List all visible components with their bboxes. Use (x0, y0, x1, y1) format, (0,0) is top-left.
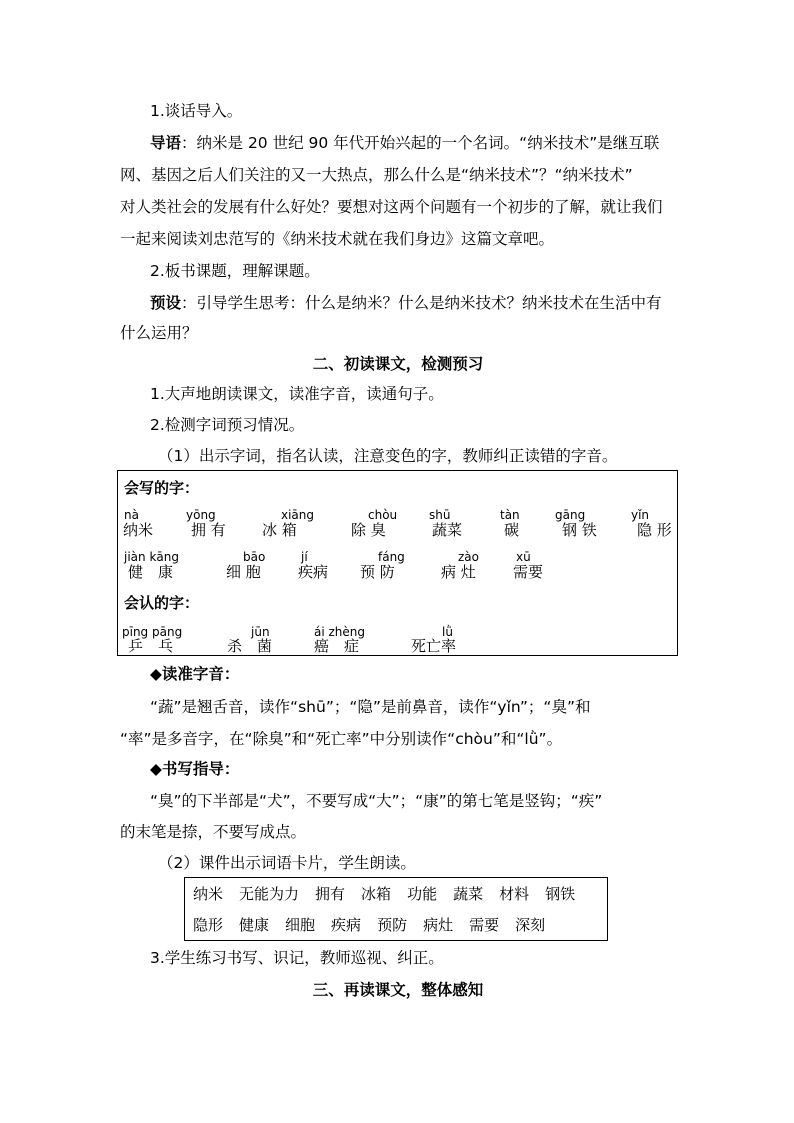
character-box (117, 470, 678, 656)
word-card-row-1 (193, 884, 591, 904)
card-word: 纳米 (193, 885, 224, 903)
word-yongyou: 拥 有 (191, 521, 226, 539)
write-chars-label: 会写的字： (124, 479, 200, 497)
pinyin-fang: fáng (378, 550, 405, 564)
daoyu-text-4: 一起来阅读刘忠范写的《纳米技术就在我们身边》这篇文章吧。 (120, 230, 555, 248)
pinyin-ji: jí (301, 550, 308, 564)
section-2-heading: 二、初读课文，检测预习 (312, 355, 484, 373)
pinyin-zao: zào (458, 550, 479, 564)
daoyu-paragraph-line-1 (150, 133, 659, 153)
pronunciation-text-1: “蔬”是翘舌音，读作“shū”；“隐”是前鼻音，读作“yǐn”；“臭”和 (150, 698, 591, 716)
pinyin-lv: lǜ (442, 625, 453, 639)
pinyin-xu: xū (516, 550, 531, 564)
word-tan: 碳 (504, 521, 520, 539)
yushe-label: 预设 (150, 294, 182, 312)
card-word: 病灶 (423, 916, 454, 934)
pronunciation-label: ◆读准字音： (150, 665, 240, 683)
intro-line-1: 1.谈话导入。 (150, 102, 243, 120)
cards-intro: （2）课件出示词语卡片，学生朗读。 (158, 854, 416, 872)
pinyin-bao: bāo (243, 550, 266, 564)
writing-text-2: 的末笔是捺，不要写成点。 (120, 823, 307, 841)
pronunciation-text-2: “率”是多音字，在“除臭”和“死亡率”中分别读作“chòu”和“lǜ”。 (120, 730, 563, 748)
card-word: 材料 (499, 885, 530, 903)
word-yinxing: 隐 形 (637, 521, 672, 539)
yushe-paragraph-line-1 (150, 293, 662, 313)
writing-text-1: “臭”的下半部是“犬”，不要写成“大”；“康”的第七笔是竖钩；“疾” (150, 792, 603, 810)
card-word: 功能 (407, 885, 438, 903)
word-shucai: 蔬菜 (432, 521, 463, 539)
intro-line-2: 2.板书课题，理解课题。 (150, 262, 320, 280)
word-pingpang: 乒 乓 (128, 637, 174, 655)
word-yufang: 预 防 (360, 563, 395, 581)
daoyu-text-3: 对人类社会的发展有什么好处？要想对这两个问题有一个初步的了解，就让我们 (120, 198, 663, 216)
card-word: 预防 (377, 916, 408, 934)
word-bingzao: 病 灶 (441, 563, 476, 581)
pinyin-chou: chòu (368, 508, 398, 522)
word-card-box (184, 877, 608, 941)
yushe-text-1: ：引导学生思考：什么是纳米？什么是纳米技术？纳米技术在生活中有 (181, 294, 662, 312)
pinyin-jun: jūn (251, 625, 270, 639)
pinyin-shu: shū (429, 508, 451, 522)
section-3-heading: 三、再读课文，整体感知 (312, 981, 484, 999)
word-siwanglv: 死亡率 (411, 637, 457, 655)
card-word: 无能为力 (239, 885, 300, 903)
pinyin-gang: gāng (555, 508, 586, 522)
section-2-p3: （1）出示字词，指名认读，注意变色的字，教师纠正读错的字音。 (158, 447, 618, 465)
word-card-row-2 (193, 915, 561, 935)
pinyin-jiankang: jiàn kāng (124, 550, 179, 564)
card-word: 冰箱 (361, 885, 392, 903)
card-word: 健康 (239, 916, 270, 934)
word-chuchou: 除 臭 (351, 521, 386, 539)
section-2-p1: 1.大声地朗读课文，读准字音，读通句子。 (150, 385, 444, 403)
section-2-p2: 2.检测字词预习情况。 (150, 416, 305, 434)
pinyin-pingpang: pīng pāng (122, 625, 183, 639)
card-word: 疾病 (331, 916, 362, 934)
pinyin-na: nà (124, 508, 139, 522)
word-jibing: 疾病 (298, 563, 329, 581)
card-word: 隐形 (193, 916, 224, 934)
word-xuyao: 需要 (513, 563, 544, 581)
card-word: 蔬菜 (453, 885, 484, 903)
word-jiankang: 健 康 (128, 563, 174, 581)
pinyin-tan: tàn (500, 508, 520, 522)
word-xibao: 细 胞 (226, 563, 261, 581)
read-chars-label: 会认的字： (124, 594, 200, 612)
card-word: 需要 (469, 916, 500, 934)
card-word: 钢铁 (545, 885, 576, 903)
pinyin-aizheng: ái zhèng (314, 625, 366, 639)
daoyu-text-1: ：纳米是 20 世纪 90 年代开始兴起的一个名词。“纳米技术”是继互联 (181, 134, 660, 152)
word-shajun: 杀 菌 (227, 637, 273, 655)
pinyin-yin: yǐn (631, 508, 650, 522)
pinyin-xiang: xiāng (281, 508, 315, 522)
section-2-p4: 3.学生练习书写、识记，教师巡视、纠正。 (150, 949, 444, 967)
pinyin-yong: yōng (186, 508, 216, 522)
card-word: 细胞 (285, 916, 316, 934)
word-gangtie: 钢 铁 (562, 521, 597, 539)
card-word: 拥有 (315, 885, 346, 903)
word-aizheng: 癌 症 (314, 637, 360, 655)
word-bingxiang: 冰 箱 (262, 521, 297, 539)
daoyu-label: 导语 (150, 134, 182, 152)
writing-label: ◆书写指导： (150, 760, 240, 778)
daoyu-text-2: 网、基因之后人们关注的又一大热点，那么什么是“纳米技术”？“纳米技术” (120, 166, 633, 184)
yushe-text-2: 什么运用？ (120, 324, 198, 342)
word-nami: 纳米 (123, 521, 154, 539)
card-word: 深刻 (515, 916, 546, 934)
